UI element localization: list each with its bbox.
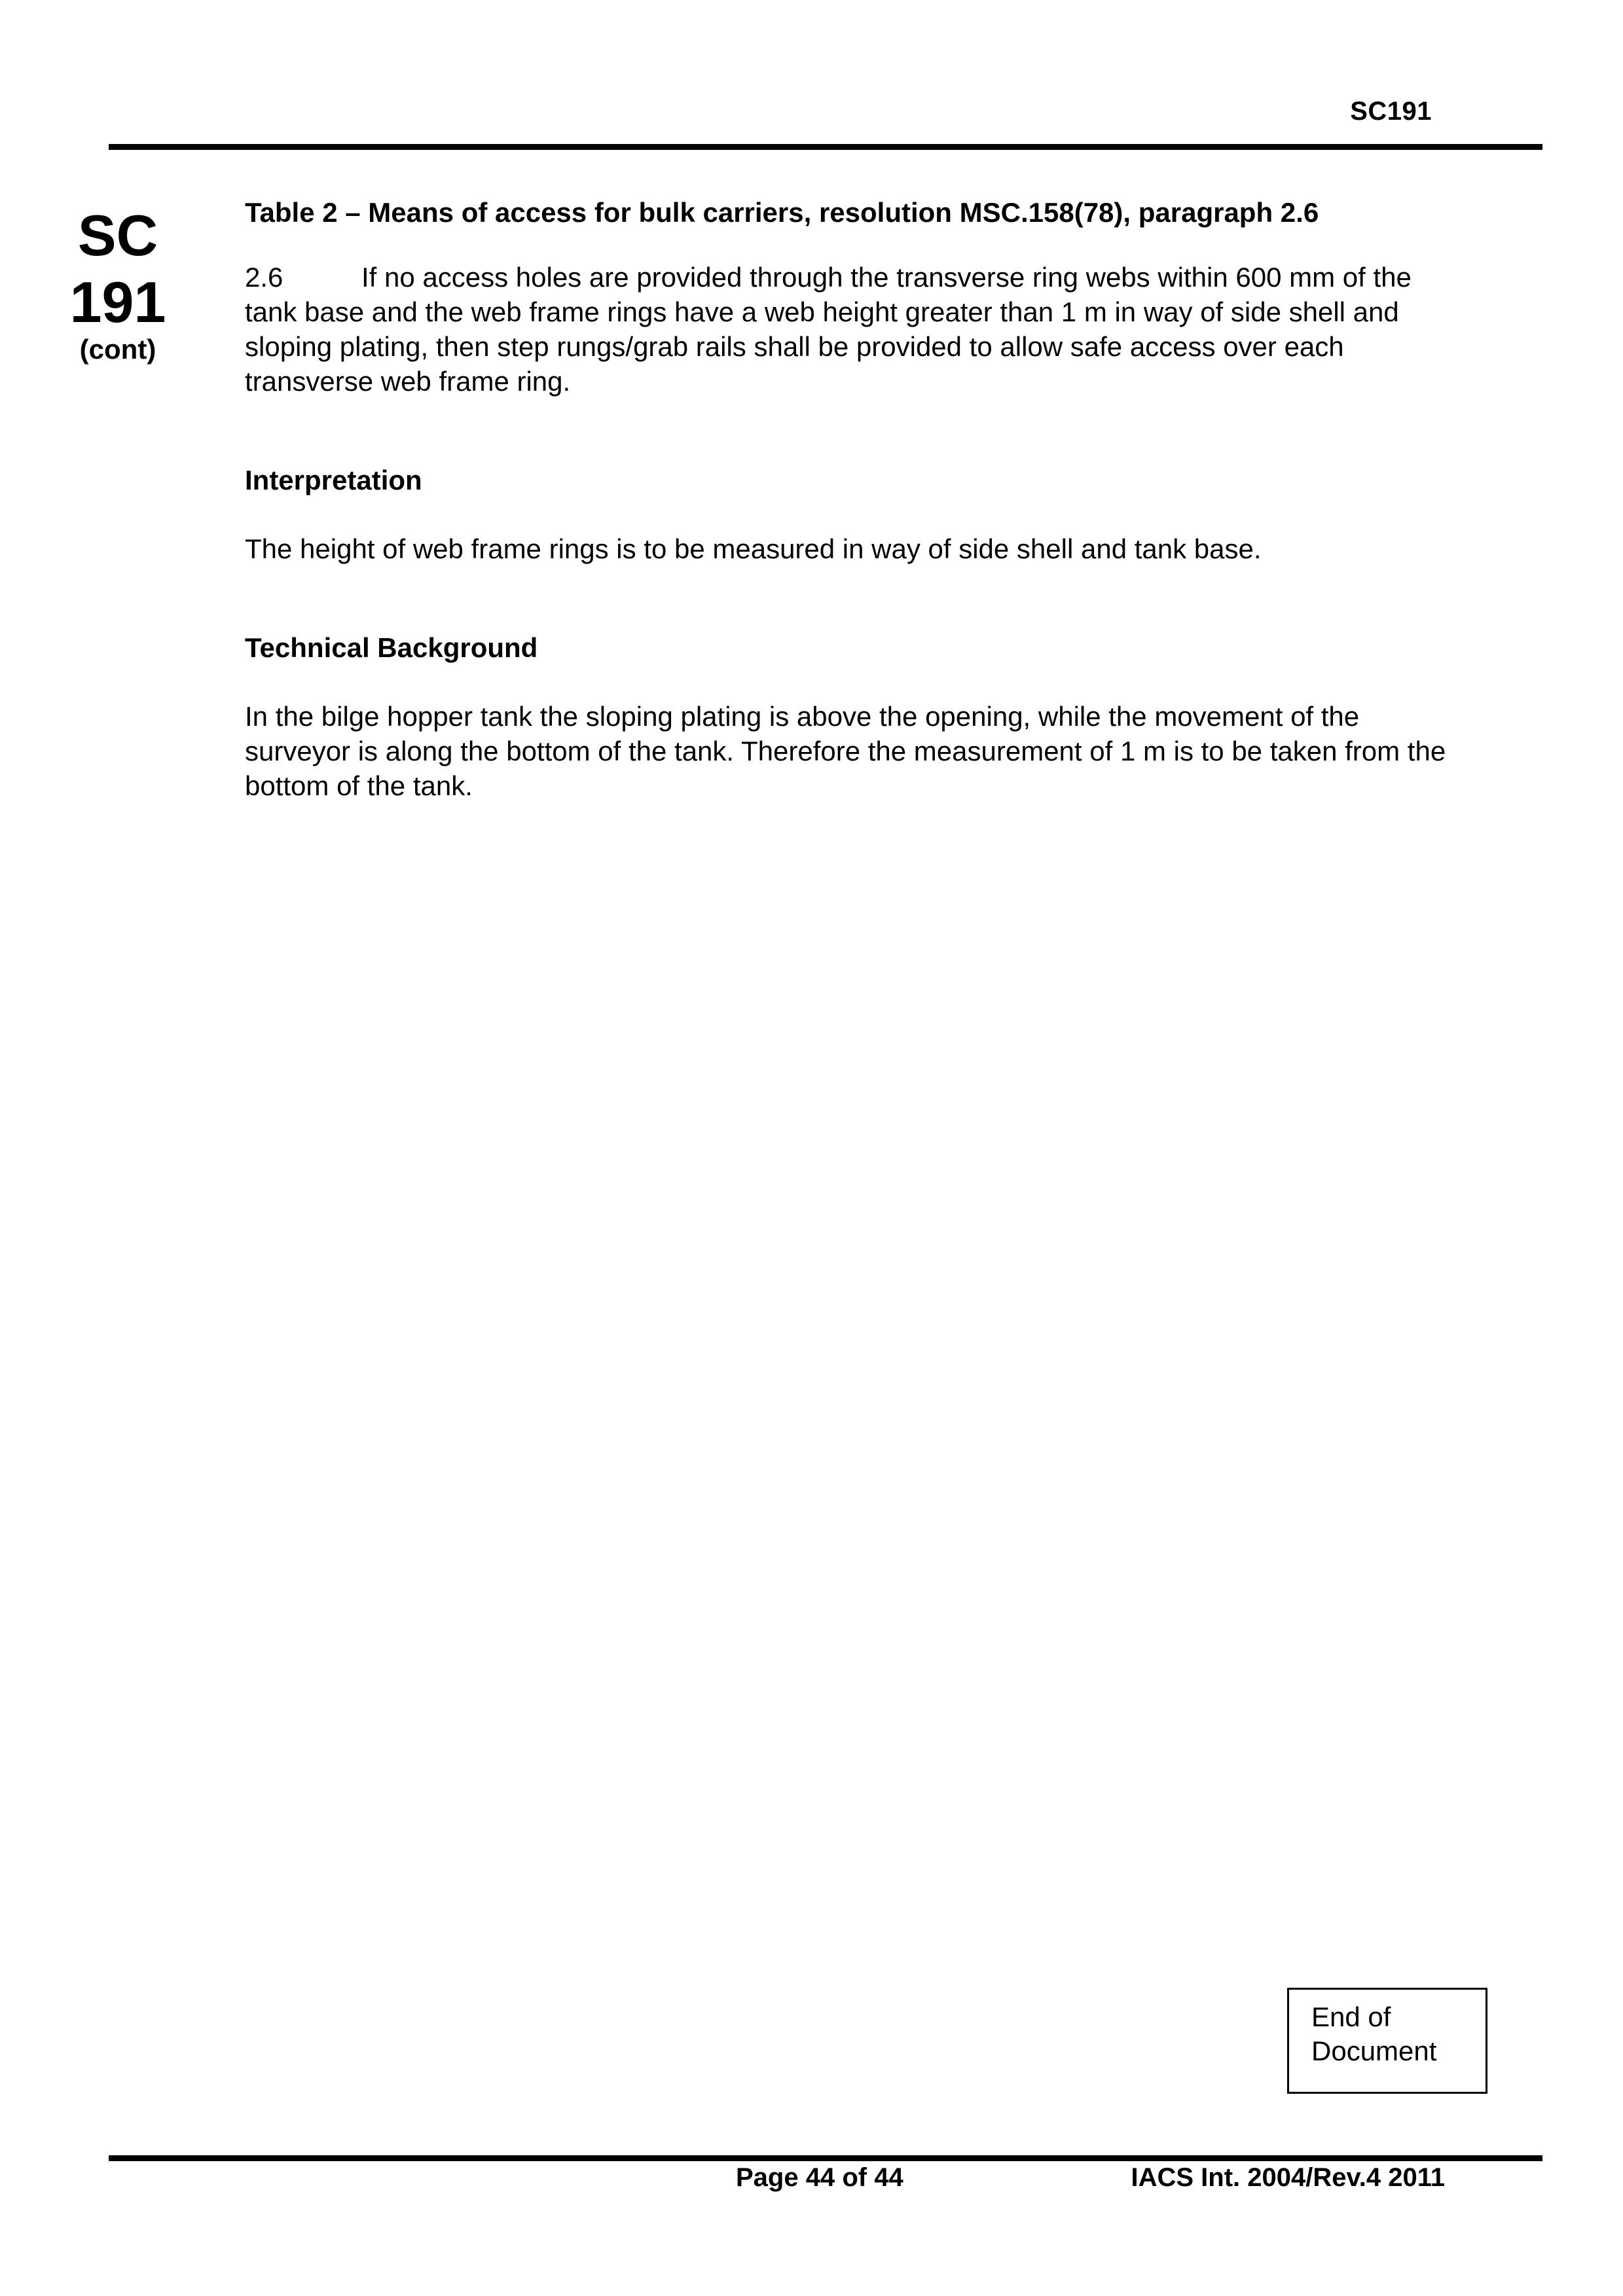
end-box-line-2: Document	[1311, 2036, 1437, 2066]
paragraph-number: 2.6	[245, 262, 283, 293]
side-code-number: 191	[69, 270, 166, 334]
main-content	[245, 195, 1463, 803]
interpretation-heading: Interpretation	[245, 465, 422, 495]
header-document-code: SC191	[1350, 97, 1432, 126]
header-rule	[109, 144, 1542, 150]
end-box-line-1: End of	[1311, 2001, 1391, 2032]
side-code-prefix: SC	[77, 203, 158, 268]
paragraph-text: If no access holes are provided through the transverse ring webs within 600 mm of the tank base and the web frame rings have a web height greater than 1 m in way of side shell and sloping plating, then step rungs/grab rails shall be provided to allow safe access over each transverse web frame ring.	[245, 262, 1412, 397]
interpretation-text: The height of web frame rings is to be measured in way of side shell and tank base.	[245, 533, 1262, 564]
technical-background-text: In the bilge hopper tank the sloping plating is above the opening, while the movement of the surveyor is along the bottom of the tank. Therefore the measurement of 1 m is to be taken from the bottom of the tank.	[245, 701, 1446, 801]
end-of-document-box	[1287, 1988, 1487, 2094]
table-title: Table 2 – Means of access for bulk carriers, resolution MSC.158(78), paragraph 2.6	[245, 197, 1319, 228]
side-continuation-label: (cont)	[79, 334, 156, 365]
paragraph-2-6	[245, 260, 1463, 399]
footer-reference: IACS Int. 2004/Rev.4 2011	[1131, 2163, 1445, 2192]
technical-background-heading: Technical Background	[245, 632, 538, 663]
footer-page-number: Page 44 of 44	[736, 2163, 903, 2192]
